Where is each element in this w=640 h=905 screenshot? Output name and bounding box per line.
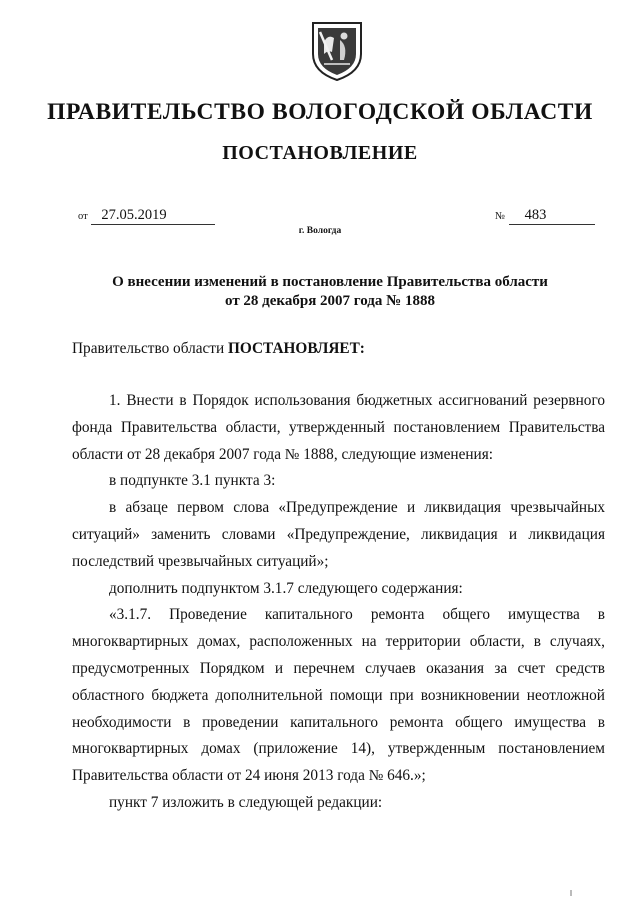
paragraph-5: «3.1.7. Проведение капитального ремонта общего имущества в многоквартирных домах, расположенных на территории области, в случаях, предусмотренных Порядком и перечнем случаев оказания за счет средств областного бюджета дополнительной помощи при возникновении неотложной необходимости в проведении капитального ремонта общего имущества в многоквартирных домах (приложение 14), утвержденным постановлением Правительства области от 24 июня 2013 года № 646.»;	[72, 606, 605, 785]
decree-keyword: ПОСТАНОВЛЯЕТ:	[228, 340, 365, 357]
number-value: 483	[509, 207, 595, 225]
document-body	[72, 388, 605, 817]
paragraph-1: 1. Внести в Порядок использования бюджетных ассигнований резервного фонда Правительства области, утвержденный постановлением Правительства области от 28 декабря 2007 года № 1888, следующие изменения:	[72, 392, 605, 463]
scan-mark	[570, 890, 572, 896]
paragraph-6: пункт 7 изложить в следующей редакции:	[109, 793, 383, 811]
number-field	[495, 207, 595, 225]
city-label: г. Вологда	[298, 226, 342, 236]
date-prefix: от	[78, 211, 88, 222]
decree-statement	[72, 340, 365, 358]
decree-prefix: Правительство области	[72, 340, 229, 357]
document-type: ПОСТАНОВЛЕНИЕ	[222, 142, 418, 164]
date-field	[78, 207, 215, 225]
paragraph-3: в абзаце первом слова «Предупреждение и ликвидация чрезвычайных ситуаций» заменить словами «Предупреждение, ликвидация и ликвидация последствий чрезвычайных ситуаций»;	[72, 499, 605, 570]
number-prefix: №	[495, 211, 506, 222]
government-title: ПРАВИТЕЛЬСТВО ВОЛОГОДСКОЙ ОБЛАСТИ	[47, 99, 593, 125]
paragraph-4: дополнить подпунктом 3.1.7 следующего содержания:	[109, 579, 463, 597]
coat-of-arms-icon	[310, 20, 364, 82]
paragraph-2: в подпункте 3.1 пункта 3:	[109, 472, 276, 490]
date-value: 27.05.2019	[91, 207, 215, 225]
subject-line-2: от 28 декабря 2007 года № 1888	[225, 293, 435, 309]
subject-line-1: О внесении изменений в постановление Правительства области	[112, 274, 548, 290]
document-subject	[60, 273, 600, 311]
